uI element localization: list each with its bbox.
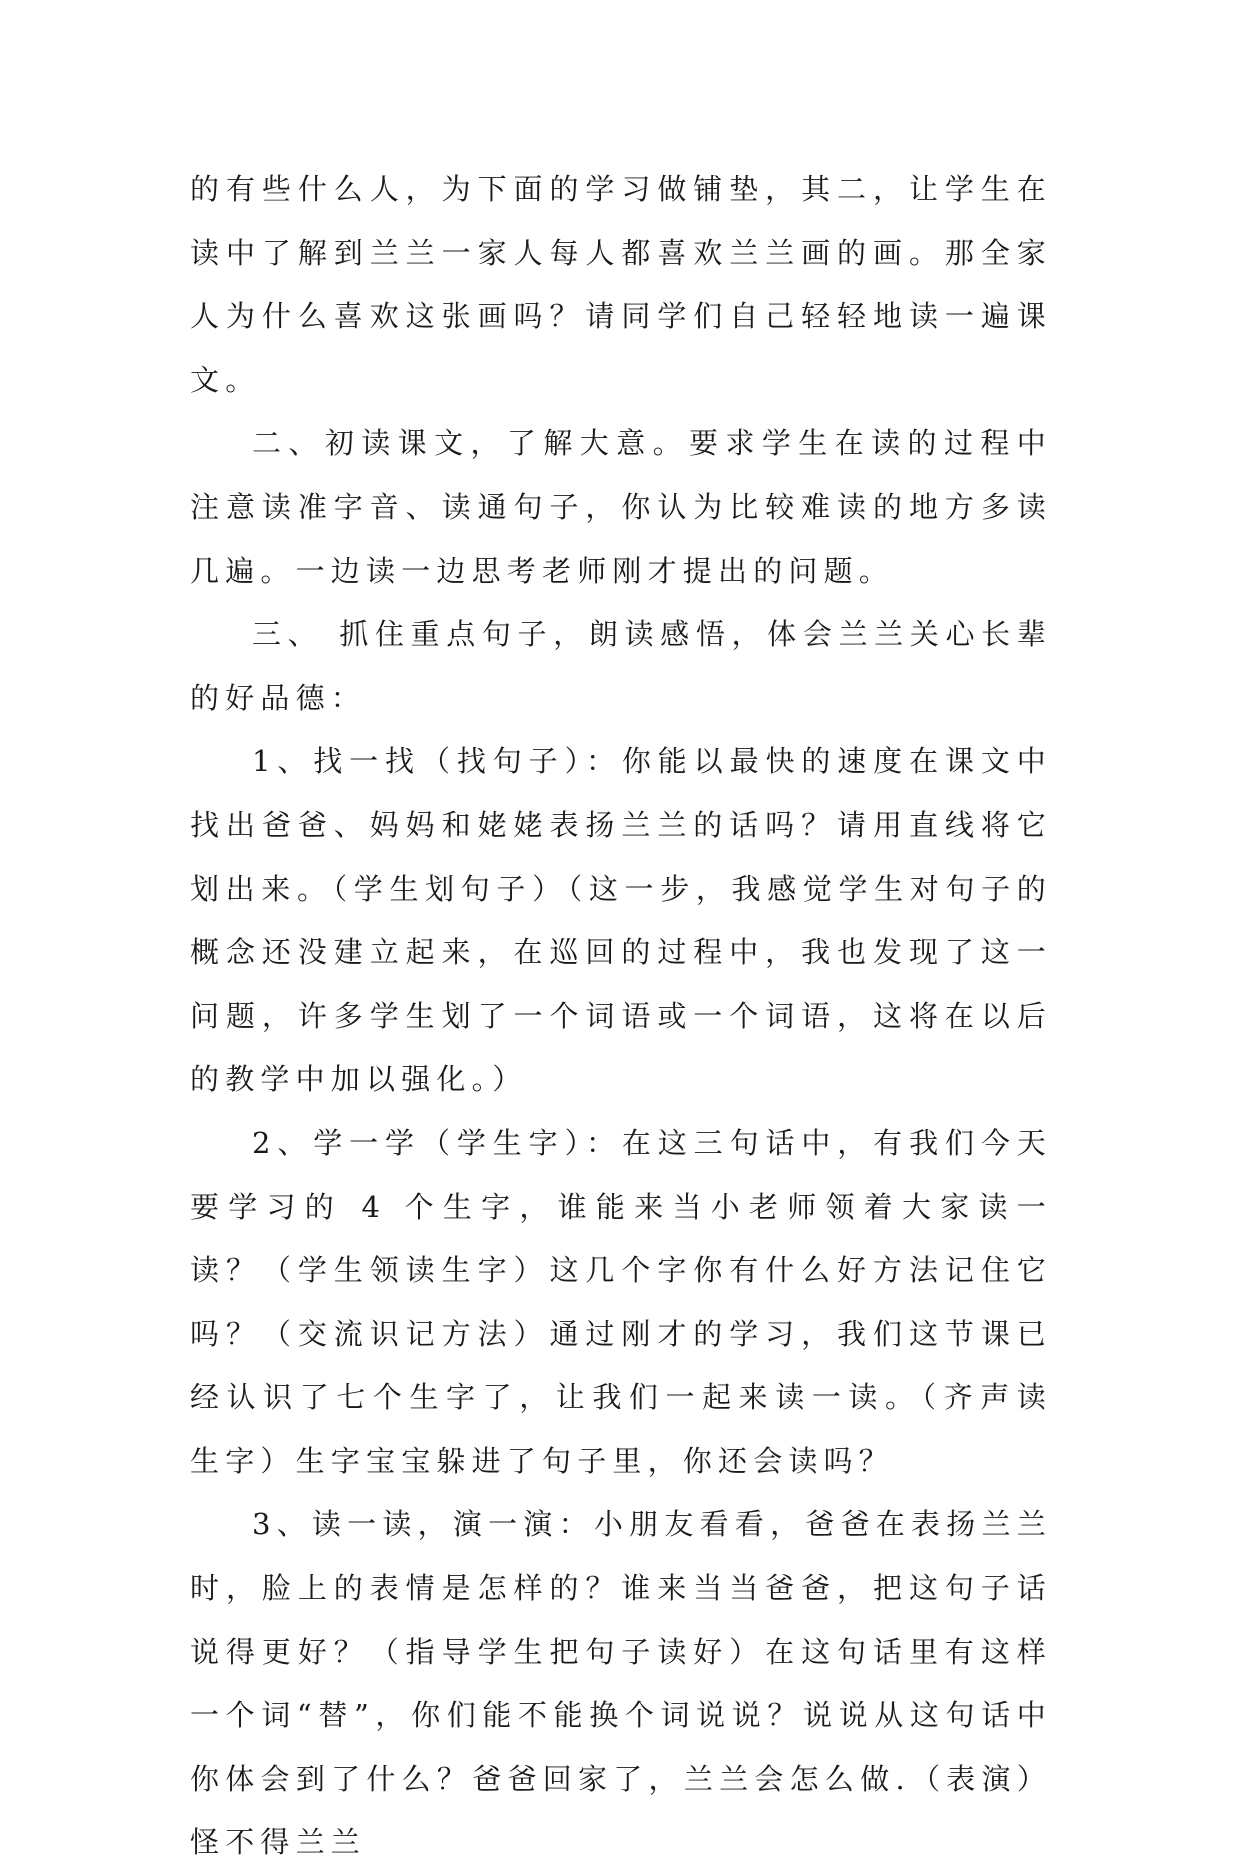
- paragraph-continuation: 的有些什么人，为下面的学习做铺垫，其二，让学生在读中了解到兰兰一家人每人都喜欢兰兰画的画。那全家人为什么喜欢这张画吗？请同学们自己轻轻地读一遍课文。: [190, 172, 1052, 397]
- paragraph-step-1: 1、找一找（找句子）：你能以最快的速度在课文中找出爸爸、妈妈和姥姥表扬兰兰的话吗？请用直线将它划出来。（学生划句子）（这一步，我感觉学生对句子的概念还没建立起来，在巡回的过程中，我也发现了这一问题，许多学生划了一个词语或一个词语，这将在以后的教学中加以强化。）: [190, 744, 1052, 1097]
- paragraph-section-2: 二、初读课文，了解大意。要求学生在读的过程中注意读准字音、读通句子，你认为比较难读的地方多读几遍。一边读一边思考老师刚才提出的问题。: [190, 426, 1052, 588]
- paragraph-step-2: 2、学一学（学生字）：在这三句话中，有我们今天要学习的 4 个生字，谁能来当小老师领着大家读一读？（学生领读生字）这几个字你有什么好方法记住它吗？（交流识记方法）通过刚才的学习，我们这节课已经认识了七个生字了，让我们一起来读一读。（齐声读生字）生字宝宝躲进了句子里，你还会读吗？: [190, 1125, 1052, 1478]
- paragraph-section-3: 三、 抓住重点句子，朗读感悟，体会兰兰关心长辈的好品德：: [190, 617, 1052, 715]
- document-body: [190, 158, 1052, 1875]
- paragraph-step-3: 3、读一读，演一演：小朋友看看，爸爸在表扬兰兰时，脸上的表情是怎样的？谁来当当爸爸，把这句子话说得更好？（指导学生把句子读好）在这句话里有这样一个词“替”，你们能不能换个词说说？说说从这句话中你体会到了什么？爸爸回家了，兰兰会怎么做.（表演）怪不得兰兰: [190, 1507, 1052, 1860]
